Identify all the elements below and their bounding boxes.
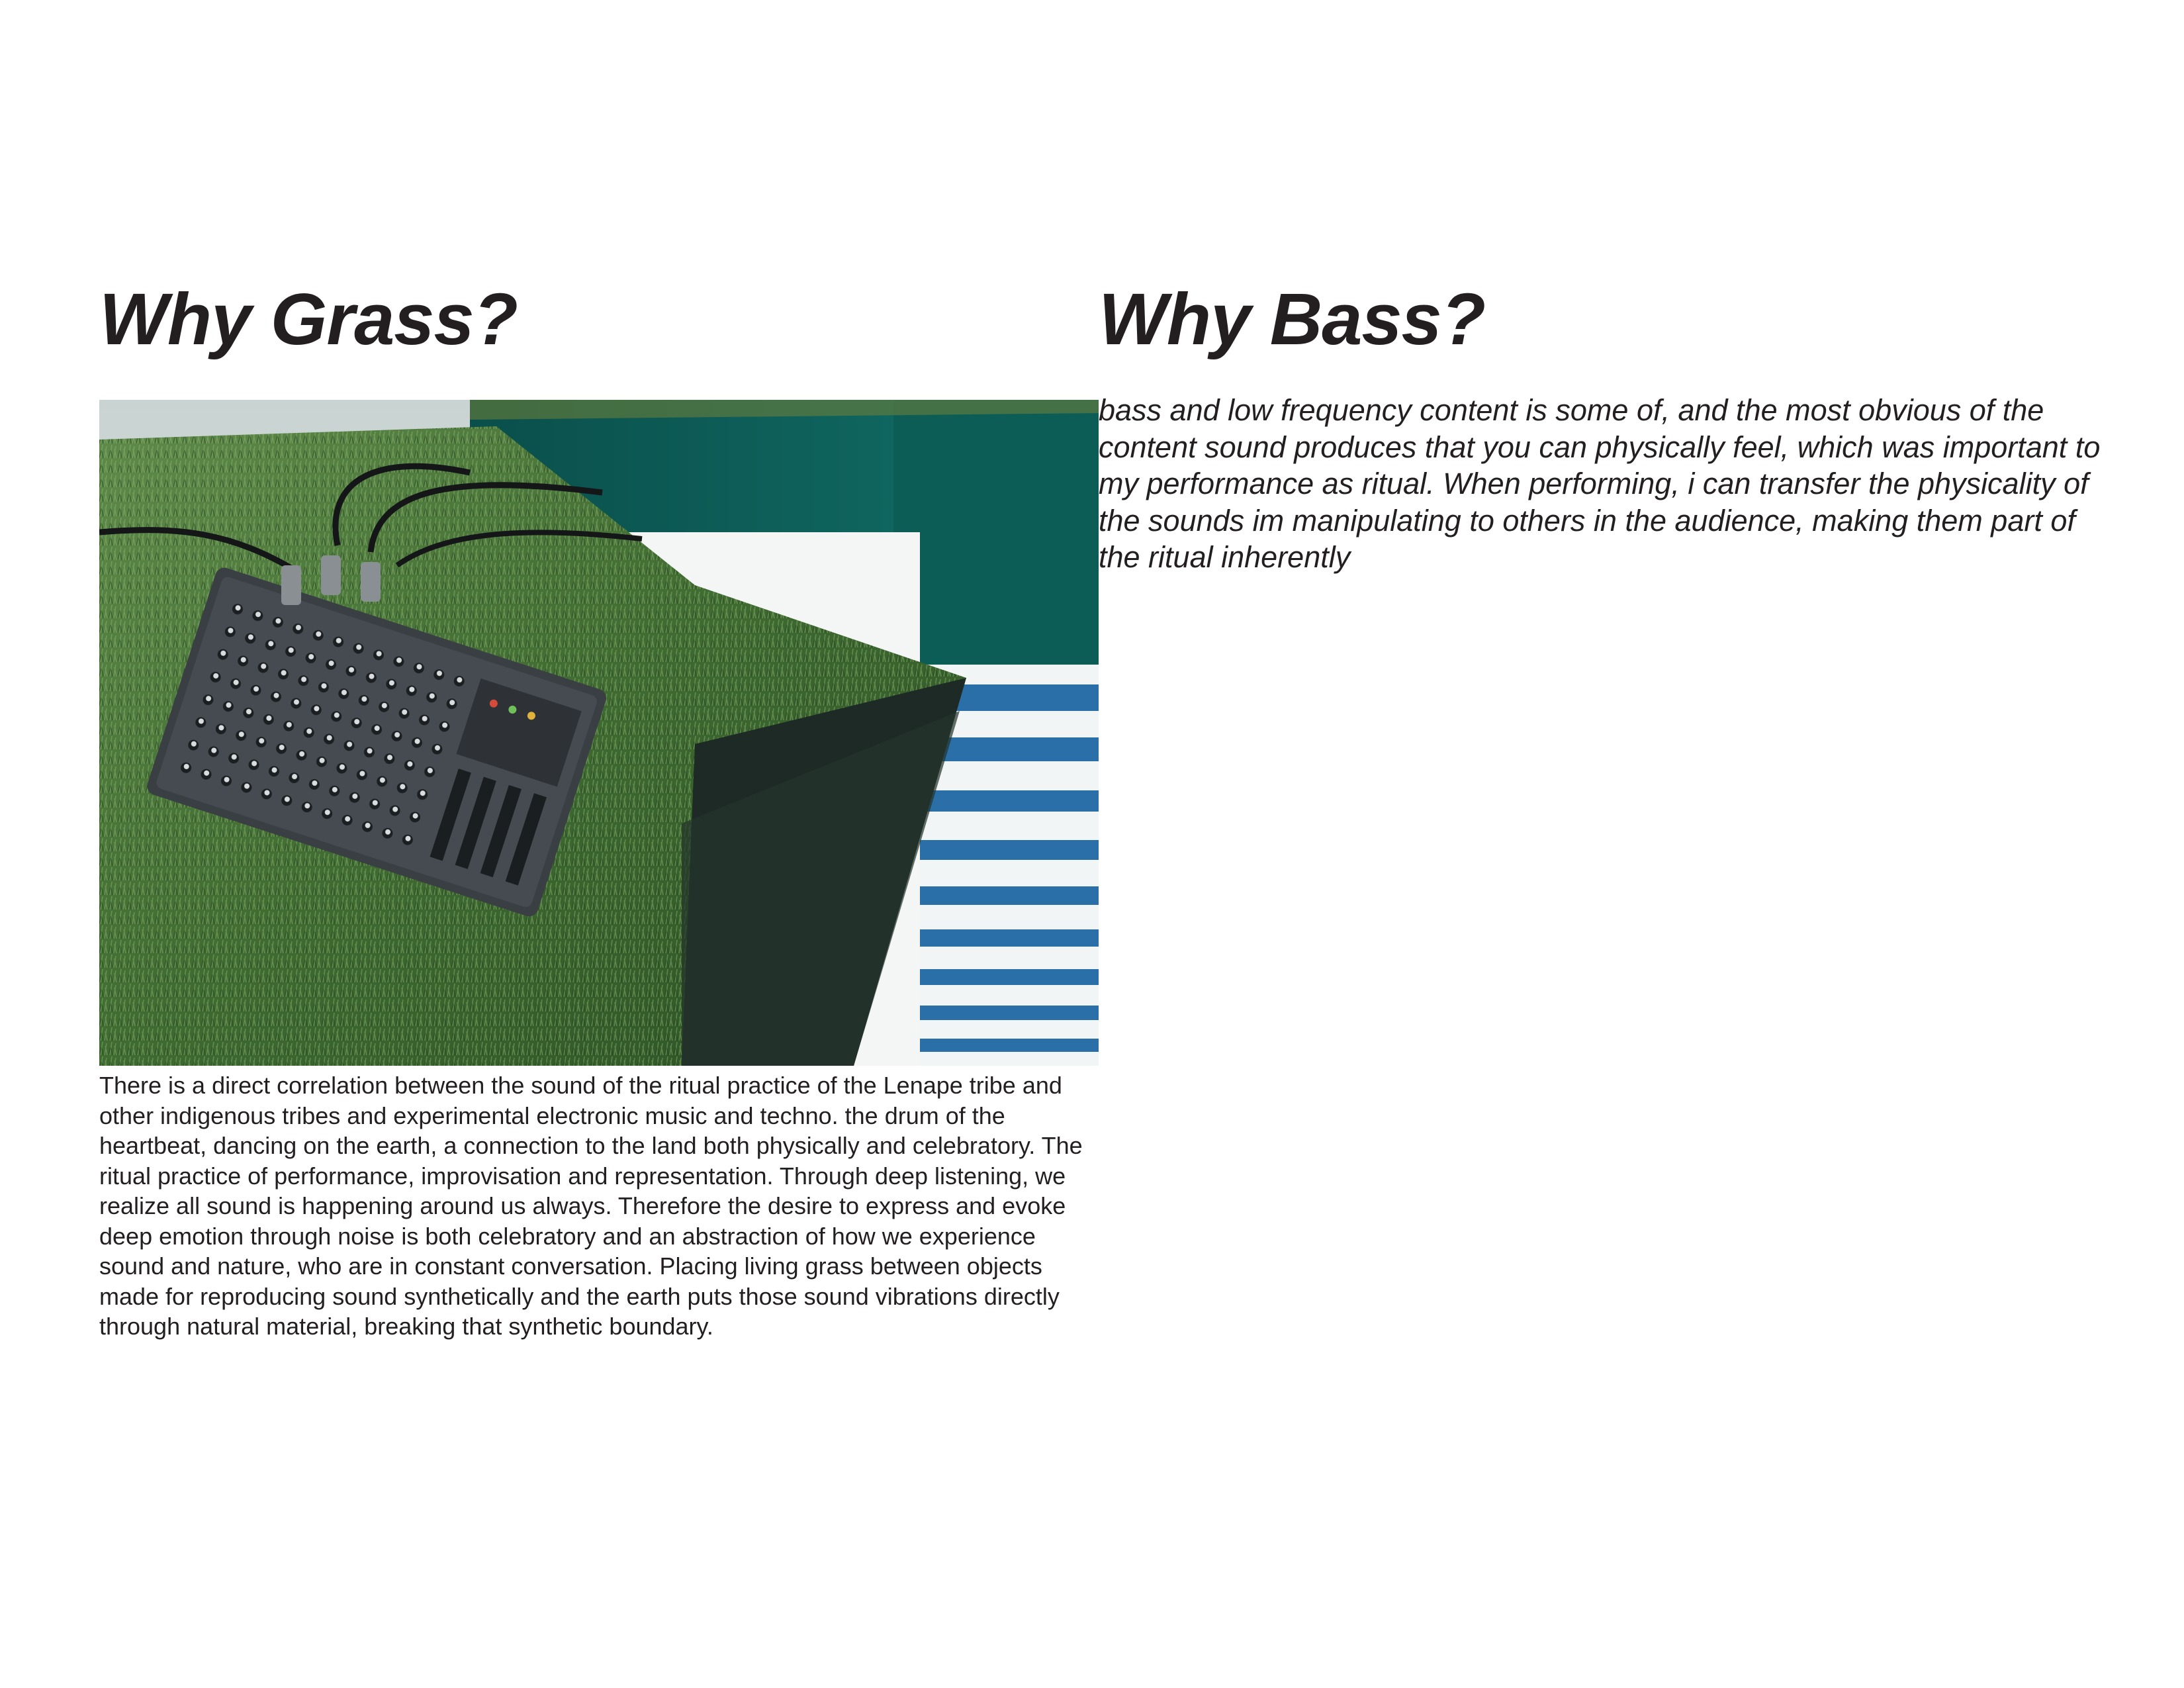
why-bass-heading: Why Bass? <box>1099 279 1485 360</box>
why-grass-heading: Why Grass? <box>99 279 518 360</box>
why-bass-body: bass and low frequency content is some of, and the most obvious of the content sound produces that you can physically feel, which was important to my performance as ritual. When performing, i can transfer the physicality of the sounds im manipulating to others in the audience, making them part of the ritual inherently <box>1099 393 2101 574</box>
why-grass-body: There is a direct correlation between the sound of the ritual practice of the Lenape tribe and other indigenous tribes and experimental electronic music and techno. the drum of the heartbeat, dancing on the earth, a connection to the land both physically and celebratory. The ritual practice of performance, improvisation and representation. Through deep listening, we realize all sound is happening around us always. Therefore the desire to express and evoke deep emotion through noise is both celebratory and an abstraction of how we experience sound and nature, who are in constant conversation. Placing living grass between objects made for reproducing sound synthetically and the earth puts those sound vibrations directly through natural material, breaking that synthetic boundary. <box>99 1072 1083 1340</box>
mixer-on-grass-photo <box>99 400 1099 1066</box>
